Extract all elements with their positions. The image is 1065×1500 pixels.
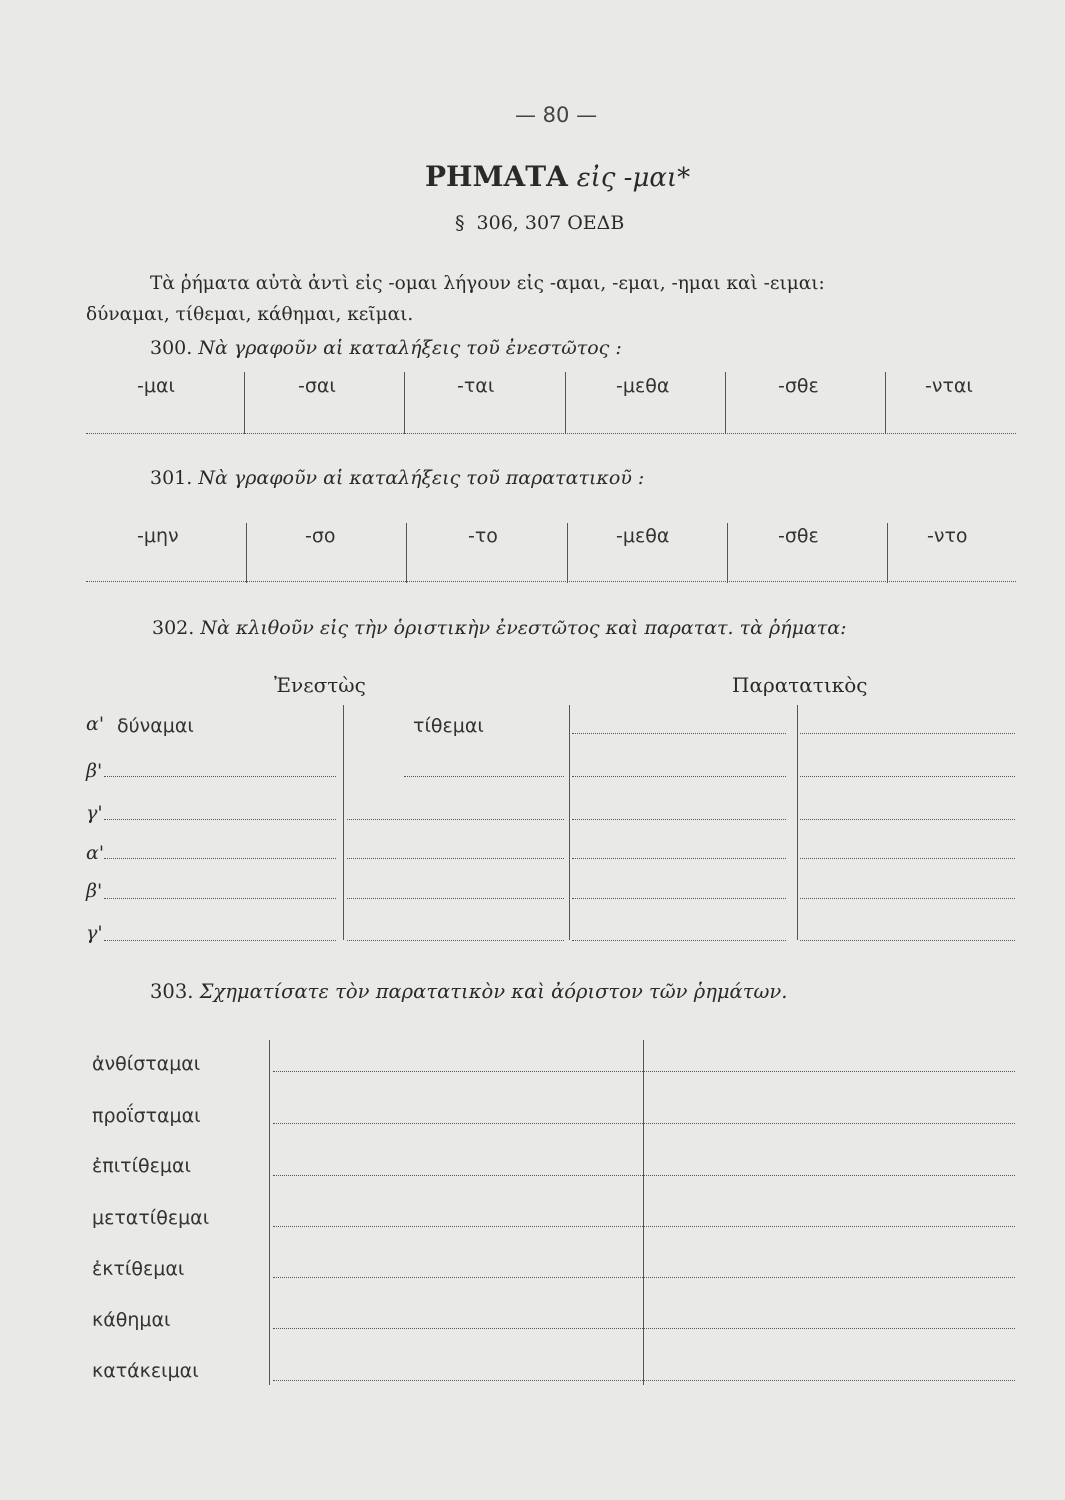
column-divider (885, 372, 886, 434)
answer-line[interactable] (104, 940, 336, 941)
ending-cell: -μεθα (616, 525, 670, 547)
column-divider (567, 523, 568, 583)
header-present: Ἐνεστὼς (274, 673, 366, 697)
answer-line[interactable] (104, 819, 336, 820)
answer-line[interactable] (273, 1071, 1015, 1072)
verb-item: ἀνθίσταμαι (92, 1053, 201, 1075)
answer-line[interactable] (273, 1175, 1015, 1176)
page-title (425, 160, 690, 193)
answer-line[interactable] (86, 433, 1016, 434)
answer-line[interactable] (273, 1380, 1015, 1381)
exercise-303-heading (150, 980, 787, 1003)
verb-item: κάθημαι (92, 1309, 171, 1331)
ending-cell: -σθε (778, 375, 819, 397)
ending-cell: -ντο (927, 525, 968, 547)
header-imperfect: Παρατατικὸς (732, 673, 868, 697)
page-number: — 80 — (515, 103, 598, 127)
ending-cell: -το (468, 525, 498, 547)
verb-present-2: τίθεμαι (413, 715, 484, 737)
answer-line[interactable] (347, 819, 564, 820)
exercise-302-instruction: Νὰ κλιθοῦν εἰς τὴν ὁριστικὴν ἐνεστῶτος καὶ παρατατ. τὰ ῥήματα: (200, 617, 847, 639)
column-divider (565, 372, 566, 434)
verb-item: κατάκειμαι (92, 1360, 199, 1382)
answer-line[interactable] (104, 776, 336, 777)
exercise-300-heading (150, 337, 622, 359)
title-main: ΡΗΜΑΤΑ (425, 160, 568, 193)
exercise-301-instruction: Νὰ γραφοῦν αἱ καταλήξεις τοῦ παρατατικοῦ : (198, 467, 645, 489)
column-divider (887, 523, 888, 583)
answer-line[interactable] (273, 1123, 1015, 1124)
column-divider (404, 372, 405, 434)
answer-line[interactable] (800, 819, 1015, 820)
verb-item: προΐσταμαι (92, 1105, 201, 1127)
column-divider (725, 372, 726, 434)
row-label: β' (86, 760, 103, 782)
column-divider (246, 523, 247, 583)
answer-line[interactable] (572, 898, 786, 899)
section-sign: § (455, 212, 465, 234)
column-divider (343, 705, 344, 940)
answer-line[interactable] (104, 898, 336, 899)
answer-line[interactable] (572, 940, 786, 941)
answer-line[interactable] (572, 858, 786, 859)
answer-line[interactable] (800, 776, 1015, 777)
verb-item: ἐκτίθεμαι (92, 1258, 185, 1280)
ending-cell: -ται (457, 375, 495, 397)
intro-line-1: Τὰ ῥήματα αὐτὰ ἀντὶ εἰς -ομαι λήγουν εἰς -αμαι, -εμαι, -ημαι καὶ -ειμαι: (150, 273, 825, 294)
exercise-302-number: 302. (152, 617, 195, 639)
column-divider (406, 523, 407, 583)
exercise-303-number: 303. (150, 980, 194, 1003)
exercise-300-number: 300. (150, 337, 193, 359)
ending-cell: -νται (925, 375, 973, 397)
column-divider (244, 372, 245, 434)
answer-line[interactable] (800, 940, 1015, 941)
verb-present-1: δύναμαι (117, 715, 194, 737)
answer-line[interactable] (572, 776, 786, 777)
column-divider (569, 705, 570, 940)
row-label: β' (86, 880, 103, 902)
column-divider (643, 1040, 644, 1385)
verb-item: ἐπιτίθεμαι (92, 1155, 191, 1177)
answer-line[interactable] (800, 898, 1015, 899)
row-label: γ' (86, 922, 103, 944)
intro-line-2: δύναμαι, τίθεμαι, κάθημαι, κεῖμαι. (86, 304, 414, 325)
answer-line[interactable] (404, 776, 564, 777)
exercise-303-instruction: Σχηματίσατε τὸν παρατατικὸν καὶ ἀόριστον τῶν ῥημάτων. (199, 980, 788, 1003)
row-label: α' (86, 713, 105, 735)
answer-line[interactable] (572, 819, 786, 820)
answer-line[interactable] (104, 858, 336, 859)
exercise-300-instruction: Νὰ γραφοῦν αἱ καταλήξεις τοῦ ἐνεστῶτος : (198, 337, 622, 359)
column-divider (727, 523, 728, 583)
exercise-301-number: 301. (150, 467, 193, 489)
answer-line[interactable] (800, 858, 1015, 859)
ending-cell: -μην (137, 525, 179, 547)
answer-line[interactable] (800, 733, 1015, 734)
answer-line[interactable] (572, 733, 786, 734)
answer-line[interactable] (347, 858, 564, 859)
answer-line[interactable] (273, 1277, 1015, 1278)
answer-line[interactable] (347, 898, 564, 899)
ending-cell: -σο (305, 525, 336, 547)
ending-cell: -μαι (137, 375, 175, 397)
exercise-301-heading (150, 467, 644, 489)
verb-item: μετατίθεμαι (92, 1207, 210, 1229)
title-suffix: εἰς -μαι* (576, 163, 691, 193)
answer-line[interactable] (347, 940, 564, 941)
row-label: γ' (86, 802, 103, 824)
section-reference (455, 212, 624, 234)
exercise-302-heading (152, 617, 847, 639)
row-label: α' (86, 842, 105, 864)
column-divider (797, 705, 798, 940)
answer-line[interactable] (273, 1226, 1015, 1227)
reference-text: 306, 307 ΟΕΔΒ (476, 212, 625, 234)
answer-line[interactable] (273, 1328, 1015, 1329)
ending-cell: -σαι (298, 375, 336, 397)
ending-cell: -σθε (778, 525, 819, 547)
answer-line[interactable] (86, 581, 1016, 582)
ending-cell: -μεθα (616, 375, 670, 397)
column-divider (269, 1040, 270, 1385)
